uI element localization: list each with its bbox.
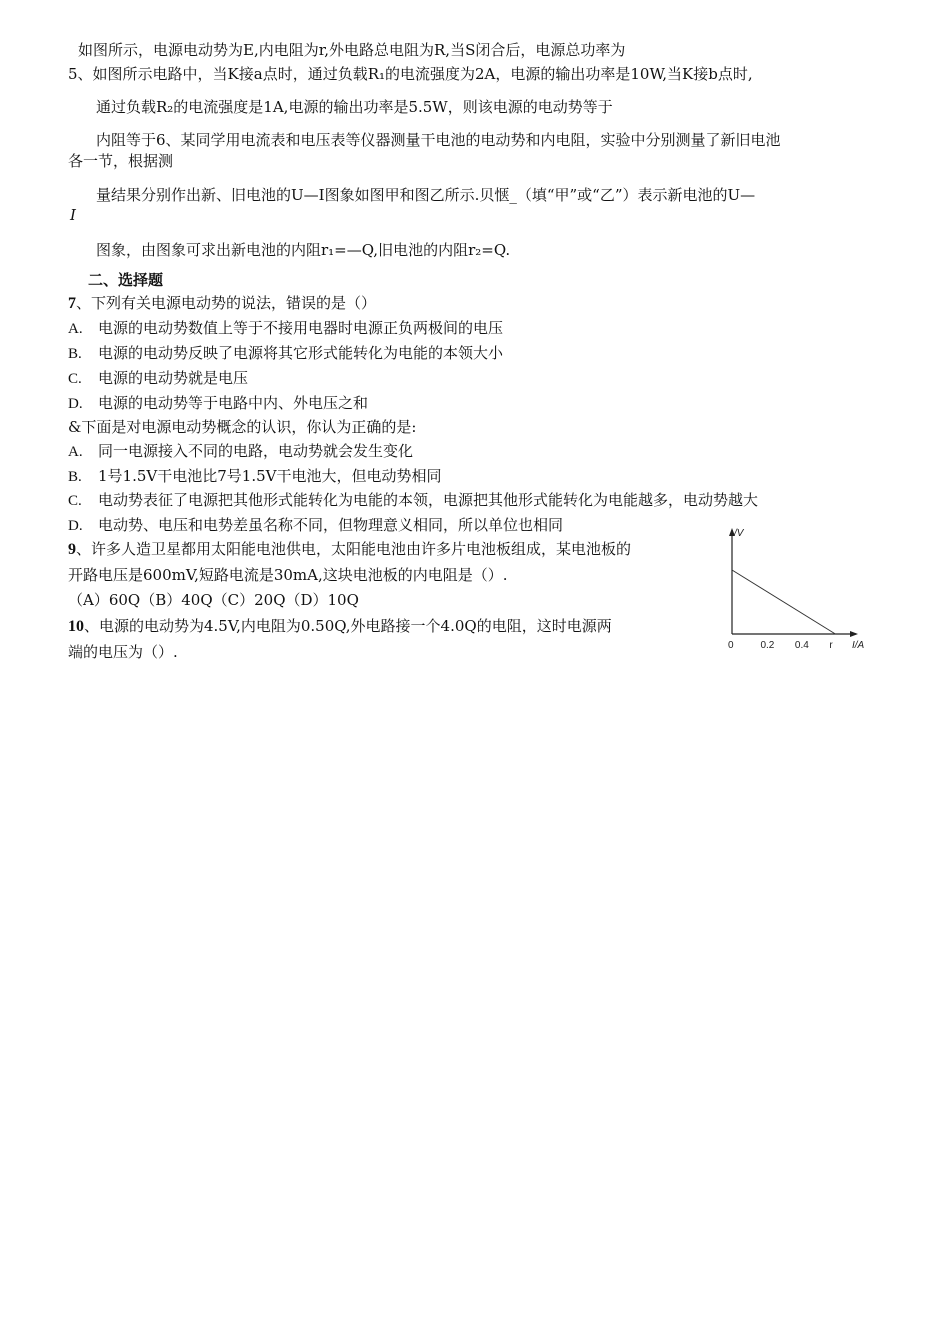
option-letter: D. [68, 518, 83, 534]
question-6-line-1: 内阻等于6、某同学用电流表和电压表等仪器测量干电池的电动势和内电阻，实验中分别测量了新旧电池 [96, 131, 781, 149]
option-letter: C. [68, 493, 82, 509]
question-8-stem: &下面是对电源电动势概念的认识，你认为正确的是: [68, 418, 417, 436]
y-axis-label: /V [734, 528, 744, 539]
x-axis-label: I/A [852, 640, 865, 651]
question-10-line-1 [68, 616, 612, 637]
u-i-graph-svg [722, 524, 865, 652]
question-6-line-5: 图象，由图象可求出新电池的内阻r₁=—Q,旧电池的内阻r₂=Q. [96, 241, 511, 259]
question-10-text: 、电源的电动势为4.5V,内电阻为0.50Q,外电路接一个4.0Q的电阻，这时电源两 [84, 617, 612, 635]
question-10-number: 10 [68, 618, 84, 635]
option-text: 电源的电动势就是电压 [98, 369, 249, 387]
x-tick-label: 0 [728, 640, 734, 651]
question-8-option-b [68, 466, 441, 487]
option-letter: B. [68, 346, 82, 362]
section-title: 二、选择题 [88, 271, 164, 289]
option-letter: B. [68, 469, 82, 485]
option-letter: D. [68, 396, 83, 412]
question-7-number: 7 [68, 295, 76, 312]
option-text: 电动势、电压和电势差虽名称不同，但物理意义相同，所以单位也相同 [98, 516, 564, 534]
question-9-line-2: 开路电压是600mV,短路电流是30mA,这块电池板的内电阻是（）. [68, 566, 508, 584]
option-text: 电源的电动势反映了电源将其它形式能转化为电能的本领大小 [98, 344, 504, 362]
option-letter: A. [68, 321, 83, 337]
question-8-option-c [68, 490, 758, 511]
u-i-graph [722, 524, 865, 652]
x-tick-label: 0.4 [794, 640, 809, 651]
question-10-line-2: 端的电压为（）. [68, 643, 178, 661]
question-6-line-3: 量结果分别作出新、旧电池的U—I图象如图甲和图乙所示.贝惬_（填“甲”或“乙”）表示新电池的U— [96, 186, 756, 204]
x-tick-label: 0.2 [760, 640, 775, 651]
intro-paragraph: 如图所示，电源电动势为E,内电阻为r,外电路总电阻为R,当S闭合后，电源总功率为 [78, 41, 626, 59]
question-5-line-1: 5、如图所示电路中，当K接a点时，通过负载R₁的电流强度为2A，电源的输出功率是10W,当K接b点时, [68, 65, 753, 83]
question-9-choices: （A）60Q（B）40Q（C）20Q（D）10Q [68, 591, 359, 609]
x-axis-arrow [850, 631, 858, 637]
question-6-line-2: 各一节，根据测 [68, 152, 174, 170]
question-7-text: 、下列有关电源电动势的说法，错误的是（） [76, 294, 377, 312]
option-text: 电动势表征了电源把其他形式能转化为电能的本领，电源把其他形式能转化为电能越多，电动势越大 [98, 491, 759, 509]
x-tick-label: r [829, 640, 833, 651]
option-letter: A. [68, 444, 83, 460]
question-7-option-c [68, 368, 248, 389]
question-7-stem [68, 293, 376, 314]
question-9-text: 、许多人造卫星都用太阳能电池供电，太阳能电池由许多片电池板组成，某电池板的 [76, 540, 632, 558]
question-5-line-2: 通过负载R₂的电流强度是1A,电源的输出功率是5.5W，则该电源的电动势等于 [96, 98, 613, 116]
question-7-option-a [68, 318, 503, 339]
question-7-option-d [68, 393, 368, 414]
option-text: 电源的电动势等于电路中内、外电压之和 [98, 394, 369, 412]
question-9-number: 9 [68, 541, 76, 558]
option-text: 电源的电动势数值上等于不接用电器时电源正负两极间的电压 [98, 319, 504, 337]
question-8-option-a [68, 441, 413, 462]
question-6-line-4: I [70, 206, 76, 224]
option-text: 同一电源接入不同的电路，电动势就会发生变化 [98, 442, 414, 460]
option-letter: C. [68, 371, 82, 387]
question-9-line-1 [68, 539, 631, 560]
question-8-option-d [68, 515, 563, 536]
question-7-option-b [68, 343, 503, 364]
series-line [732, 570, 835, 634]
option-text: 1号1.5V干电池比7号1.5V干电池大，但电动势相同 [98, 467, 442, 485]
